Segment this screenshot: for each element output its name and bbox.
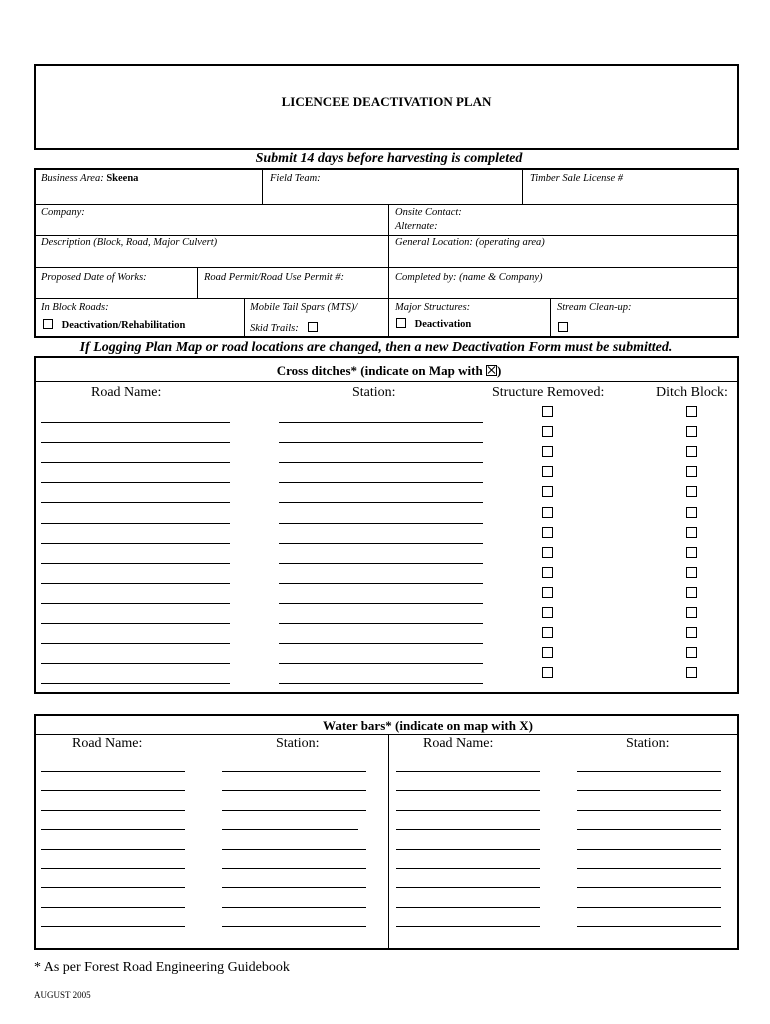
wb-road-name-line[interactable]: [396, 829, 540, 830]
in-block-roads-label: In Block Roads:: [41, 302, 109, 313]
cd-road-name-line[interactable]: [41, 643, 230, 644]
major-structures-label: Major Structures:: [395, 302, 471, 313]
proposed-date-label: Proposed Date of Works:: [41, 272, 147, 283]
field-team-label: Field Team:: [270, 173, 321, 184]
structure-removed-checkbox[interactable]: [542, 627, 553, 638]
water-bars-title: Water bars* (indicate on map with X): [323, 718, 533, 733]
cd-road-name-line[interactable]: [41, 663, 230, 664]
cd-station-line[interactable]: [279, 462, 483, 463]
wb-road-name-line[interactable]: [396, 771, 540, 772]
structure-removed-checkbox[interactable]: [542, 567, 553, 578]
cd-station-line[interactable]: [279, 643, 483, 644]
cd-station-line[interactable]: [279, 663, 483, 664]
ditch-block-checkbox[interactable]: [686, 446, 697, 457]
cd-station-line[interactable]: [279, 523, 483, 524]
wb-road-name-line[interactable]: [41, 771, 185, 772]
wb-road-name-line[interactable]: [396, 887, 540, 888]
wb-station-line[interactable]: [577, 887, 721, 888]
structure-removed-checkbox[interactable]: [542, 547, 553, 558]
ditch-block-checkbox[interactable]: [686, 647, 697, 658]
cd-station-line[interactable]: [279, 603, 483, 604]
structure-removed-checkbox[interactable]: [542, 507, 553, 518]
cd-road-name-line[interactable]: [41, 442, 230, 443]
logging-plan-note: If Logging Plan Map or road locations are changed, then a new Deactivation Form must be submitted.: [79, 340, 673, 355]
completed-by-label: Completed by: (name & Company): [395, 272, 543, 283]
ditch-block-checkbox[interactable]: [686, 587, 697, 598]
cd-station-line[interactable]: [279, 482, 483, 483]
wb-road-name-line[interactable]: [41, 810, 185, 811]
major-structures-deactivation-option[interactable]: Deactivation: [396, 318, 471, 330]
wb-station-line[interactable]: [577, 810, 721, 811]
wb-station-line[interactable]: [222, 907, 366, 908]
ditch-block-checkbox[interactable]: [686, 426, 697, 437]
description-label: Description (Block, Road, Major Culvert): [41, 237, 218, 248]
road-permit-label: Road Permit/Road Use Permit #:: [204, 272, 344, 283]
timber-sale-label: Timber Sale License #: [530, 173, 624, 184]
cd-road-name-line[interactable]: [41, 683, 230, 684]
wb-station-line[interactable]: [577, 790, 721, 791]
footnote: * As per Forest Road Engineering Guidebook: [34, 960, 290, 975]
ditch-block-checkbox[interactable]: [686, 667, 697, 678]
wb-road-name-line[interactable]: [41, 926, 185, 927]
alternate-label: Alternate:: [395, 221, 438, 232]
cd-road-name-line[interactable]: [41, 563, 230, 564]
onsite-contact-label: Onsite Contact:: [395, 207, 462, 218]
ditch-block-checkbox[interactable]: [686, 466, 697, 477]
wb-road-name-header-right: Road Name:: [423, 736, 494, 751]
wb-road-name-line[interactable]: [41, 829, 185, 830]
wb-station-line[interactable]: [577, 907, 721, 908]
general-location-label: General Location: (operating area): [395, 237, 545, 248]
cd-road-name-line[interactable]: [41, 422, 230, 423]
major-structures-deactivation-checkbox[interactable]: [396, 318, 406, 328]
wb-road-name-line[interactable]: [41, 907, 185, 908]
stream-cleanup-label: Stream Clean-up:: [557, 302, 632, 313]
cd-road-name-line[interactable]: [41, 502, 230, 503]
cd-structure-removed-header: Structure Removed:: [492, 385, 605, 400]
structure-removed-checkbox[interactable]: [542, 486, 553, 497]
wb-station-line[interactable]: [222, 849, 366, 850]
structure-removed-checkbox[interactable]: [542, 647, 553, 658]
cd-ditch-block-header: Ditch Block:: [656, 385, 728, 400]
cd-road-name-line[interactable]: [41, 482, 230, 483]
info-grid: [34, 168, 739, 338]
wb-station-line[interactable]: [577, 926, 721, 927]
skid-trails-option[interactable]: Skid Trails:: [250, 318, 318, 336]
wb-road-name-line[interactable]: [396, 849, 540, 850]
wb-station-line[interactable]: [222, 887, 366, 888]
wb-road-name-line[interactable]: [396, 810, 540, 811]
x-box-icon: [486, 365, 497, 376]
structure-removed-checkbox[interactable]: [542, 426, 553, 437]
wb-road-name-header-left: Road Name:: [72, 736, 143, 751]
ditch-block-checkbox[interactable]: [686, 486, 697, 497]
wb-station-line[interactable]: [577, 849, 721, 850]
wb-road-name-line[interactable]: [41, 887, 185, 888]
structure-removed-checkbox[interactable]: [542, 527, 553, 538]
cd-station-line[interactable]: [279, 502, 483, 503]
structure-removed-checkbox[interactable]: [542, 607, 553, 618]
cd-road-name-line[interactable]: [41, 583, 230, 584]
wb-road-name-line[interactable]: [396, 926, 540, 927]
ditch-block-checkbox[interactable]: [686, 527, 697, 538]
wb-station-line[interactable]: [222, 771, 366, 772]
structure-removed-checkbox[interactable]: [542, 406, 553, 417]
deactivation-rehab-checkbox[interactable]: [43, 319, 53, 329]
wb-station-header-left: Station:: [276, 736, 320, 751]
business-area: Business Area: Skeena: [41, 173, 139, 184]
wb-station-line[interactable]: [222, 926, 366, 927]
wb-station-line[interactable]: [222, 868, 366, 869]
wb-station-line[interactable]: [222, 810, 366, 811]
wb-road-name-line[interactable]: [41, 868, 185, 869]
wb-road-name-line[interactable]: [396, 868, 540, 869]
cd-station-line[interactable]: [279, 683, 483, 684]
wb-station-line[interactable]: [577, 868, 721, 869]
cross-ditches-title: Cross ditches* (indicate on Map with ): [276, 363, 502, 378]
submit-note: Submit 14 days before harvesting is completed: [255, 151, 523, 166]
company-label: Company:: [41, 207, 85, 218]
cd-station-line[interactable]: [279, 623, 483, 624]
cd-station-line[interactable]: [279, 543, 483, 544]
mobile-tail-spars-label: Mobile Tail Spars (MTS)/: [250, 302, 358, 313]
cd-station-header: Station:: [352, 385, 396, 400]
wb-road-name-line[interactable]: [41, 790, 185, 791]
wb-station-line[interactable]: [577, 829, 721, 830]
ditch-block-checkbox[interactable]: [686, 547, 697, 558]
ditch-block-checkbox[interactable]: [686, 607, 697, 618]
cd-station-line[interactable]: [279, 563, 483, 564]
skid-trails-checkbox[interactable]: [308, 322, 318, 332]
title-box: [34, 64, 739, 150]
wb-station-line[interactable]: [222, 829, 358, 830]
cd-road-name-line[interactable]: [41, 462, 230, 463]
cd-road-name-line[interactable]: [41, 543, 230, 544]
wb-station-line[interactable]: [222, 790, 366, 791]
cd-road-name-line[interactable]: [41, 523, 230, 524]
cd-station-line[interactable]: [279, 583, 483, 584]
wb-road-name-line[interactable]: [41, 849, 185, 850]
ditch-block-checkbox[interactable]: [686, 507, 697, 518]
cd-station-line[interactable]: [279, 422, 483, 423]
cd-road-name-line[interactable]: [41, 623, 230, 624]
cd-road-name-line[interactable]: [41, 603, 230, 604]
ditch-block-checkbox[interactable]: [686, 567, 697, 578]
structure-removed-checkbox[interactable]: [542, 587, 553, 598]
structure-removed-checkbox[interactable]: [542, 466, 553, 477]
stream-cleanup-option[interactable]: [558, 318, 568, 336]
structure-removed-checkbox[interactable]: [542, 667, 553, 678]
wb-station-line[interactable]: [577, 771, 721, 772]
structure-removed-checkbox[interactable]: [542, 446, 553, 457]
cd-station-line[interactable]: [279, 442, 483, 443]
cd-road-name-header: Road Name:: [91, 385, 162, 400]
wb-station-header-right: Station:: [626, 736, 670, 751]
ditch-block-checkbox[interactable]: [686, 627, 697, 638]
ditch-block-checkbox[interactable]: [686, 406, 697, 417]
deactivation-rehab-option[interactable]: Deactivation/Rehabilitation: [43, 319, 185, 331]
date-stamp: AUGUST 2005: [34, 990, 91, 1000]
stream-cleanup-checkbox[interactable]: [558, 322, 568, 332]
wb-road-name-line[interactable]: [396, 907, 540, 908]
page-title: LICENCEE DEACTIVATION PLAN: [281, 94, 492, 109]
wb-road-name-line[interactable]: [396, 790, 540, 791]
